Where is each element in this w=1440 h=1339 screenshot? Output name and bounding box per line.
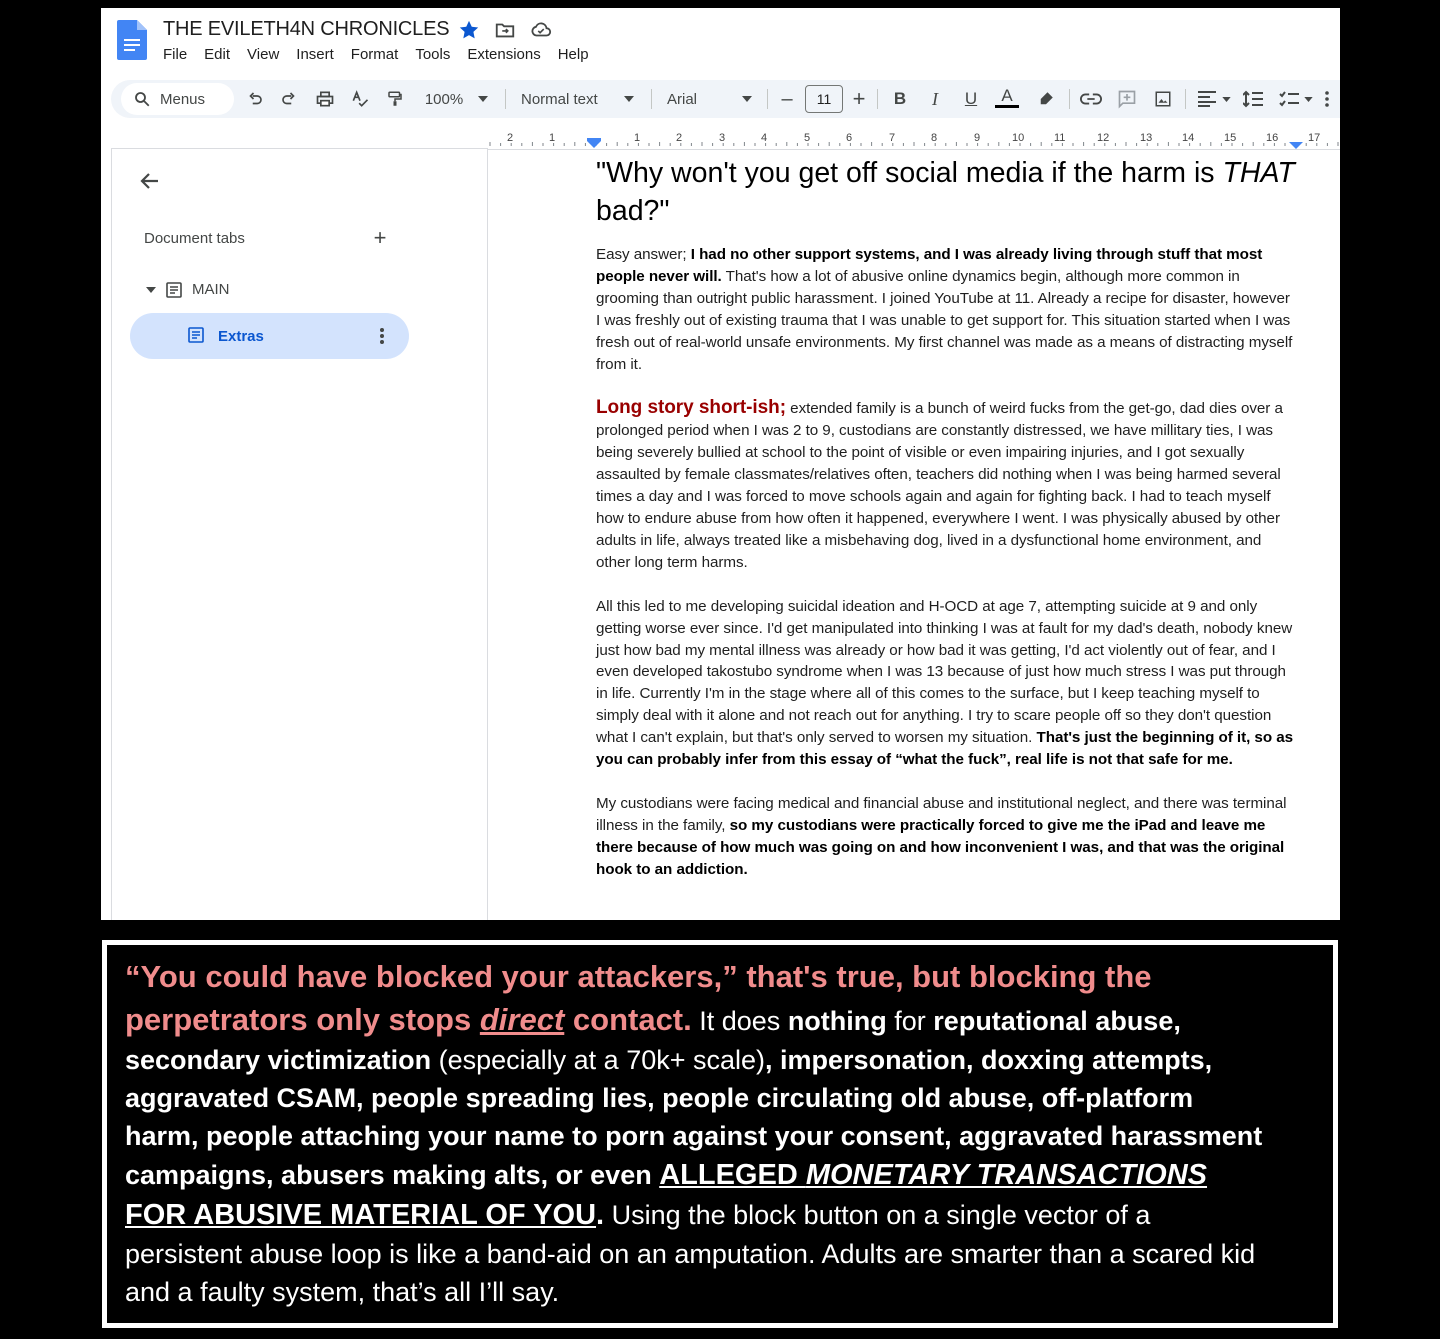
text-run: My custodians were facing medical and financial abuse and institutional neglect, and there was terminal illness in the family,	[596, 794, 1287, 834]
cloud-saved-icon[interactable]	[529, 18, 553, 42]
menu-edit[interactable]: Edit	[204, 46, 231, 63]
toolbar-divider	[1185, 89, 1186, 109]
ruler-label: 16	[1266, 132, 1279, 144]
search-menus-button[interactable]	[121, 83, 234, 115]
underline-button[interactable]: U	[964, 89, 978, 108]
quote-line	[125, 955, 1325, 999]
text-color-button[interactable]: A	[995, 86, 1019, 108]
quote-bold-run: aggravated CSAM, people spreading lies, people circulating old abuse, off-platform	[125, 1083, 1194, 1113]
quote-line	[125, 1041, 1325, 1079]
quote-line	[125, 1117, 1325, 1155]
heading-emphasis: THAT	[1222, 157, 1295, 189]
quote-underlined-run: FOR ABUSIVE MATERIAL OF YOU	[125, 1199, 597, 1231]
bold-run: That's just the beginning of it, so as you can probably infer from this essay of “what the fuck”, real life is not that safe for me.	[596, 729, 1294, 769]
quote-run: for	[886, 1006, 934, 1036]
move-to-folder-icon[interactable]	[493, 18, 517, 42]
text-run: That's how a lot of abusive online dynamics begin, although more common in grooming than outright public harassment. I joined YouTube at 11. Already a recipe for disaster, however I was freshly out of existing trauma that I was unable to get support for. This situation started when I was fresh out of real-world unsafe environments. My first channel was made as a means of distracting myself from it.	[596, 267, 1293, 373]
quote-line	[125, 1273, 1325, 1311]
toolbar-divider	[877, 89, 878, 109]
quote-run: persistent abuse loop is like a band-aid on an amputation. Adults are smarter than a scared kid	[125, 1239, 1256, 1269]
menu-bar	[163, 46, 589, 63]
ruler-label: 15	[1224, 132, 1237, 144]
right-indent-marker	[1289, 142, 1303, 149]
tab-extras[interactable]	[130, 313, 409, 359]
document-tabs-sidebar	[111, 148, 488, 920]
paragraph-all-this	[596, 596, 1296, 771]
ruler-label: 1	[634, 132, 641, 144]
quote-underlined-italic-run: MONETARY TRANSACTIONS	[805, 1159, 1208, 1191]
left-indent-marker	[587, 141, 601, 148]
quote-box	[102, 940, 1338, 1328]
add-comment-icon[interactable]	[1115, 86, 1139, 112]
first-line-indent-marker	[587, 138, 601, 141]
quote-run: (especially at a 70k+ scale)	[431, 1045, 766, 1075]
quote-run: and a faulty system, that’s all I’ll say.	[125, 1277, 560, 1307]
menu-insert[interactable]: Insert	[296, 46, 334, 63]
quote-underlined-run: ALLEGED	[659, 1159, 806, 1191]
google-docs-window	[101, 8, 1340, 920]
quote-line	[125, 1155, 1325, 1195]
heading-text-end: bad?"	[596, 195, 670, 227]
ruler-label: 1	[549, 132, 556, 144]
decrease-font-size-button[interactable]: –	[781, 87, 793, 110]
chevron-down-icon[interactable]	[741, 86, 753, 112]
tab-main-label: MAIN	[192, 281, 230, 298]
quote-bold-run: nothing	[787, 1006, 887, 1036]
ruler-label: 17	[1308, 132, 1321, 144]
add-tab-button[interactable]: +	[373, 225, 387, 250]
pink-text: “You could have blocked your attackers,” that's true, but blocking the	[125, 959, 1152, 994]
increase-font-size-button[interactable]: +	[852, 86, 866, 111]
red-lead-text: Long story short-ish;	[596, 397, 786, 419]
text-run: extended family is a bunch of weird fucks from the get-go, dad dies over a prolonged period when I was 2 to 9, custodians are constantly distressed, we have millitary ties, I was being severely bullied at school to the point of visible or even impairing injuries, and I got sexually assaulted by female classmates/relatives often, teachers did nothing when I was being harmed several times a day and I was forced to move schools again and again for fighting back. I had to teach myself how to endure abuse from how often it happened, everywhere I went. I was physically abused by other adults in life, always treated like a misbehaving dog, lived in a dysfunctional home environment, and other long term harms.	[596, 400, 1283, 571]
chevron-down-icon[interactable]	[1303, 86, 1313, 112]
undo-icon[interactable]	[244, 86, 266, 112]
toolbar-divider	[651, 89, 652, 109]
bold-button[interactable]: B	[893, 89, 907, 108]
menu-format[interactable]: Format	[350, 46, 399, 63]
print-icon[interactable]	[313, 86, 337, 112]
more-options-icon[interactable]	[1323, 86, 1331, 112]
ruler-label: 9	[974, 132, 981, 144]
docs-logo-icon[interactable]	[117, 20, 147, 60]
insert-image-icon[interactable]	[1151, 86, 1175, 112]
menu-file[interactable]: File	[163, 46, 188, 63]
pink-text: contact.	[564, 1002, 692, 1037]
paragraph-custodians	[596, 793, 1296, 881]
quote-run: Using the block button on a single vector of a	[604, 1200, 1151, 1230]
heading-text: "Why won't you get off social media if the harm is	[596, 157, 1223, 189]
pink-emphasis: direct	[479, 1002, 565, 1037]
pink-text: perpetrators only stops	[125, 1002, 480, 1037]
chevron-down-icon[interactable]	[623, 86, 635, 112]
paragraph-style-select[interactable]: Normal text	[521, 90, 598, 108]
chevron-down-icon[interactable]	[1221, 86, 1231, 112]
search-icon	[133, 90, 151, 108]
toolbar	[111, 80, 1340, 118]
back-arrow-icon[interactable]	[138, 169, 162, 193]
quote-bold-run: .	[596, 1199, 605, 1231]
quote-bold-run: reputational abuse,	[933, 1006, 1181, 1036]
ruler-label: 7	[889, 132, 896, 144]
toolbar-divider	[767, 89, 768, 109]
document-tab-icon	[188, 327, 204, 343]
quote-bold-run: harm, people attaching your name to porn against your consent, aggravated harassment	[125, 1121, 1263, 1151]
insert-link-icon[interactable]	[1079, 86, 1103, 112]
paragraph-easy-answer	[596, 244, 1296, 375]
quote-line	[125, 999, 1325, 1041]
quote-bold-run: , impersonation, doxxing attempts,	[765, 1045, 1213, 1075]
font-size-input[interactable]: 11	[805, 85, 843, 113]
menu-extensions[interactable]: Extensions	[467, 46, 541, 63]
paint-format-icon[interactable]	[384, 86, 406, 112]
align-left-icon[interactable]	[1195, 86, 1219, 112]
quote-run: It does	[691, 1006, 788, 1036]
ruler-label: 10	[1012, 132, 1025, 144]
ruler-label: 3	[719, 132, 726, 144]
redo-icon[interactable]	[278, 86, 300, 112]
ruler-label: 12	[1097, 132, 1110, 144]
menu-help[interactable]: Help	[557, 46, 589, 63]
ruler-label: 2	[507, 132, 514, 144]
toolbar-divider	[1069, 89, 1070, 109]
chevron-down-icon[interactable]	[477, 86, 489, 112]
menu-tools[interactable]: Tools	[415, 46, 451, 63]
text-run: Easy answer;	[596, 246, 691, 263]
quote-bold-run: campaigns, abusers making alts, or even	[125, 1160, 660, 1190]
toolbar-divider	[505, 89, 506, 109]
tab-extras-label: Extras	[218, 327, 264, 345]
checklist-icon[interactable]	[1277, 86, 1301, 112]
document-title[interactable]: THE EVILETH4N CHRONICLES	[163, 18, 450, 40]
line-spacing-icon[interactable]	[1241, 86, 1265, 112]
quote-bold-run: secondary victimization	[125, 1045, 432, 1075]
quote-line	[125, 1235, 1325, 1273]
paragraph-long-story	[596, 397, 1296, 573]
bold-run: I had no other support systems, and I was already living through stuff that most people never will.	[596, 246, 1263, 285]
tab-main[interactable]	[146, 281, 230, 298]
ruler-label: 5	[804, 132, 811, 144]
ruler-label: 13	[1140, 132, 1153, 144]
text-run: All this led to me developing suicidal ideation and H-OCD at age 7, attempting suicide at 9 and only getting worse ever since. I'd get manipulated into thinking I was at fault for my dad's death, nobody knew just how bad my mental illness was already or how bad it was getting, I'd act violently out of fear, and I even developed takostubo syndrome when I was 13 because of just how much stress I was put through in life. Currently I'm in the stage where all of this comes to the surface, but I keep teaching myself to simply deal with it alone and not reach out for anything. I try to scare people off so they don't question what I can't explain, but that's only served to worsen my situation.	[596, 597, 1293, 747]
ruler-ticks	[487, 130, 1340, 150]
document-tab-icon	[166, 282, 182, 298]
ruler-label: 6	[846, 132, 853, 144]
tab-options-icon[interactable]	[379, 325, 385, 347]
font-family-select[interactable]: Arial	[667, 90, 698, 108]
bold-run: so my custodians were practically forced to give me the iPad and leave me there because of how much was going on and how inconvenient I was, and that was the original hook to an addiction.	[596, 816, 1285, 878]
highlight-icon[interactable]	[1035, 86, 1057, 112]
ruler-label: 4	[761, 132, 768, 144]
zoom-select[interactable]: 100%	[424, 90, 464, 108]
italic-button[interactable]: I	[932, 88, 938, 109]
ruler-label: 14	[1182, 132, 1195, 144]
document-page[interactable]	[596, 154, 1296, 881]
menu-view[interactable]: View	[247, 46, 280, 63]
caret-down-icon[interactable]	[146, 287, 156, 293]
spellcheck-icon[interactable]	[349, 86, 371, 112]
horizontal-ruler[interactable]	[487, 130, 1340, 150]
quote-line	[125, 1195, 1325, 1235]
ruler-label: 8	[931, 132, 938, 144]
quote-text	[125, 955, 1325, 1311]
ruler-label: 11	[1054, 132, 1066, 144]
ruler-label: 2	[676, 132, 683, 144]
search-menus-label: Menus	[160, 90, 206, 108]
document-heading	[596, 154, 1296, 230]
star-icon[interactable]	[457, 18, 481, 42]
document-tabs-heading: Document tabs	[144, 230, 245, 247]
quote-line	[125, 1079, 1325, 1117]
